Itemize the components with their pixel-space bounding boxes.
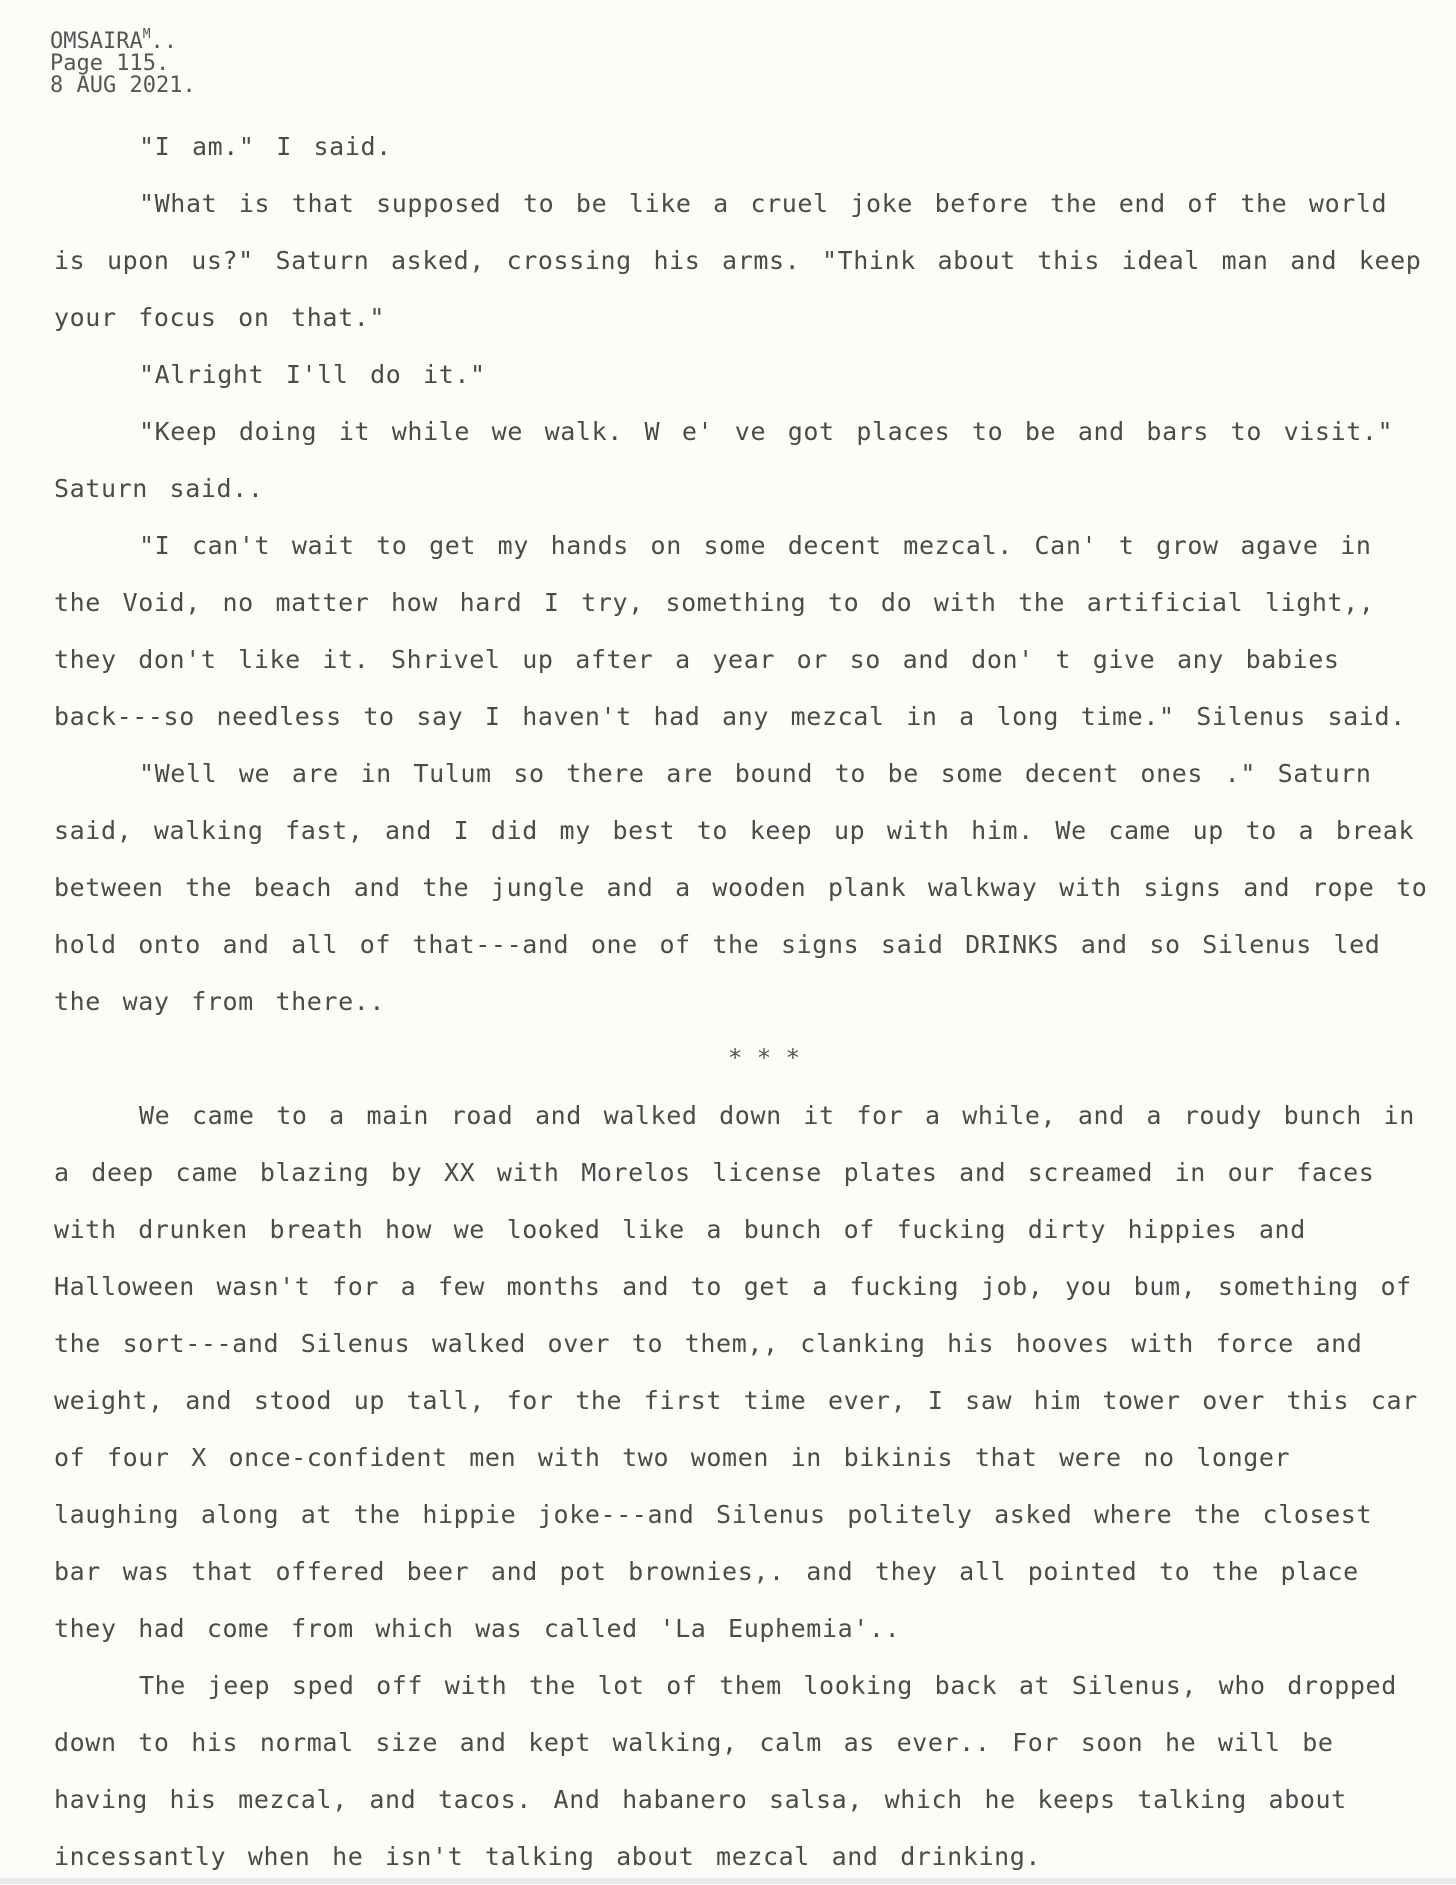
paragraph: "Well we are in Tulum so there are bound to be some decent ones ." Saturn said, walking fast, and I did my best to keep up with him. We came up to a break between the beach and the jungle and a wooden plank walkway with signs and rope to hold onto and all of that---and one of the signs said DRINKS and so Silenus led the way from there.. xyxy=(54,759,1428,1016)
paragraph: "Keep doing it while we walk. W e' ve got places to be and bars to visit." Saturn said.. xyxy=(54,417,1394,503)
page-date: 8 AUG 2021. xyxy=(50,73,196,98)
author-name: OMSAIRA xyxy=(50,29,143,54)
paragraph: "I am." I said. xyxy=(139,132,392,161)
page-header xyxy=(50,24,196,97)
paragraph: "Alright I'll do it." xyxy=(139,360,486,389)
author-line xyxy=(50,24,196,53)
paragraph: "I can't wait to get my hands on some decent mezcal. Can' t grow agave in the Void, no matter how hard I try, something to do with the artificial light,, they don't like it. Shrivel up after a year or so and don' t give any babies back---so needless to say I haven't had any mezcal in a long time." Silenus said. xyxy=(54,531,1406,731)
paragraph: We came to a main road and walked down it for a while, and a roudy bunch in a deep came blazing by XX with Morelos license plates and screamed in our faces with drunken breath how we looked like a bunch of fucking dirty hippies and Halloween wasn't for a few months and to get a fucking job, you bum, something of the sort---and Silenus walked over to them,, clanking his hooves with force and weight, and stood up tall, for the first time ever, I saw him tower over this car of four X once-confident men with two women in bikinis that were no longer laughing along at the hippie joke---and Silenus politely asked where the closest bar was that offered beer and pot brownies,. and they all pointed to the place they had come from which was called 'La Euphemia'.. xyxy=(54,1101,1418,1643)
author-suffix: .. xyxy=(150,29,178,54)
section-separator: * * * xyxy=(727,1044,801,1072)
manuscript-body xyxy=(54,118,1434,1885)
page-number: Page 115. xyxy=(50,51,170,76)
page-bottom-edge xyxy=(0,1878,1456,1884)
paragraph: The jeep sped off with the lot of them looking back at Silenus, who dropped down to his normal size and kept walking, calm as ever.. For soon he will be having his mezcal, and tacos. And habanero salsa, which he keeps talking about incessantly when he isn't talking about mezcal and drinking. xyxy=(54,1671,1397,1871)
paragraph: "What is that supposed to be like a cruel joke before the end of the world is upon us?" Saturn asked, crossing his arms. "Think about this ideal man and keep your focus on that." xyxy=(54,189,1422,332)
author-mark: M xyxy=(142,27,151,42)
